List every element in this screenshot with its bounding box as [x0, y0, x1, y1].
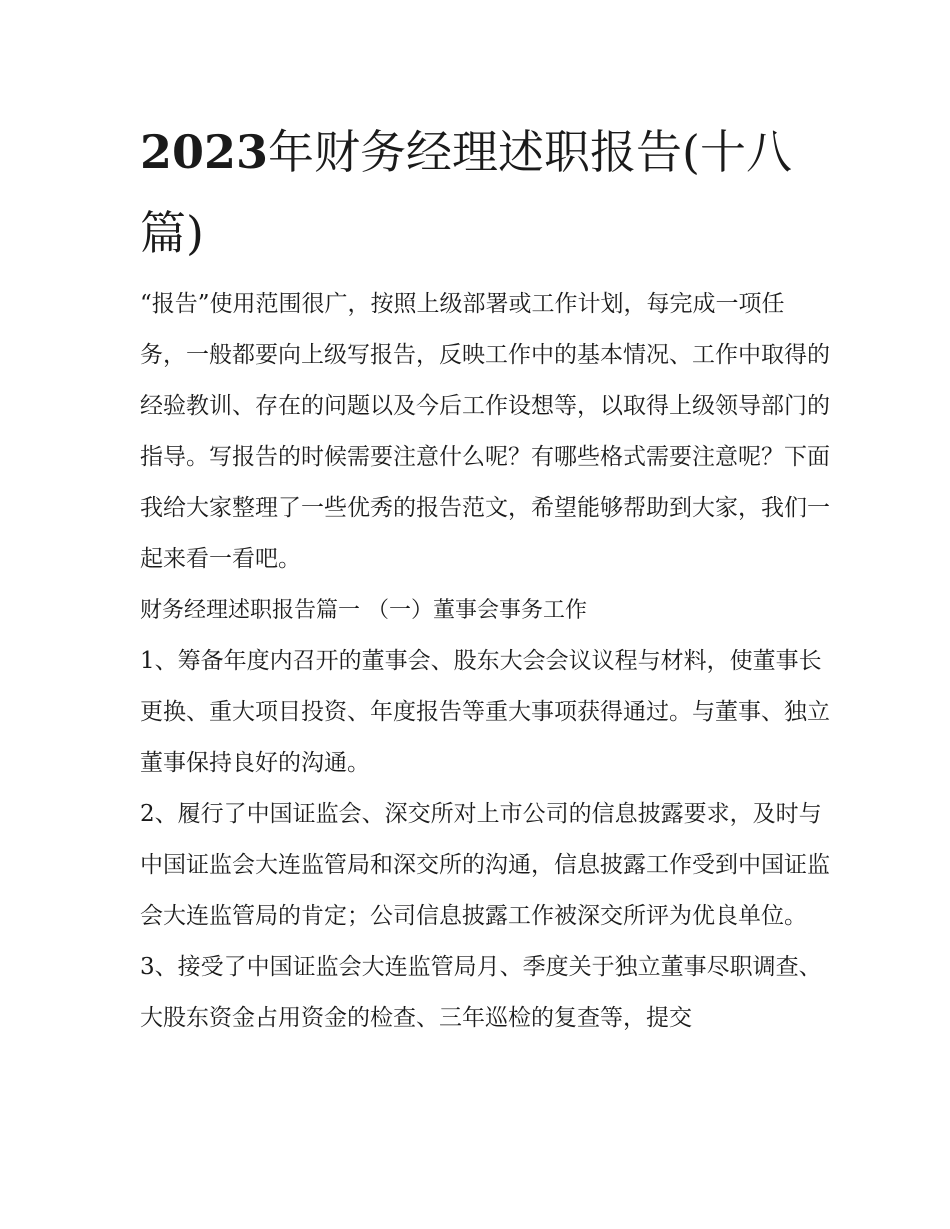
- section-heading: 财务经理述职报告篇一 （一）董事会事务工作: [140, 598, 587, 623]
- item-paragraph-3: 3、接受了中国证监会大连监管局月、季度关于独立董事尽职调查、大股东资金占用资金的检查、三年巡检的复查等，提交: [140, 954, 822, 1031]
- document-body: [140, 279, 830, 1044]
- item-paragraph-1: 1、筹备年度内召开的董事会、股东大会会议议程与材料，使董事长更换、重大项目投资、年度报告等重大事项获得通过。与董事、独立董事保持良好的沟通。: [140, 648, 830, 776]
- title-text: 年财务经理述职报告(十八篇): [140, 125, 792, 260]
- item-paragraph-2: 2、履行了中国证监会、深交所对上市公司的信息披露要求，及时与中国证监会大连监管局和深交所的沟通，信息披露工作受到中国证监会大连监管局的肯定；公司信息披露工作被深交所评为优良单位。: [140, 801, 830, 929]
- document-title: [140, 112, 820, 274]
- intro-paragraph: “报告”使用范围很广，按照上级部署或工作计划，每完成一项任务，一般都要向上级写报告，反映工作中的基本情况、工作中取得的经验教训、存在的问题以及今后工作设想等，以取得上级领导部门的指导。写报告的时候需要注意什么呢？有哪些格式需要注意呢？下面我给大家整理了一些优秀的报告范文，希望能够帮助到大家，我们一起来看一看吧。: [140, 291, 830, 572]
- title-year: 2023: [140, 125, 269, 179]
